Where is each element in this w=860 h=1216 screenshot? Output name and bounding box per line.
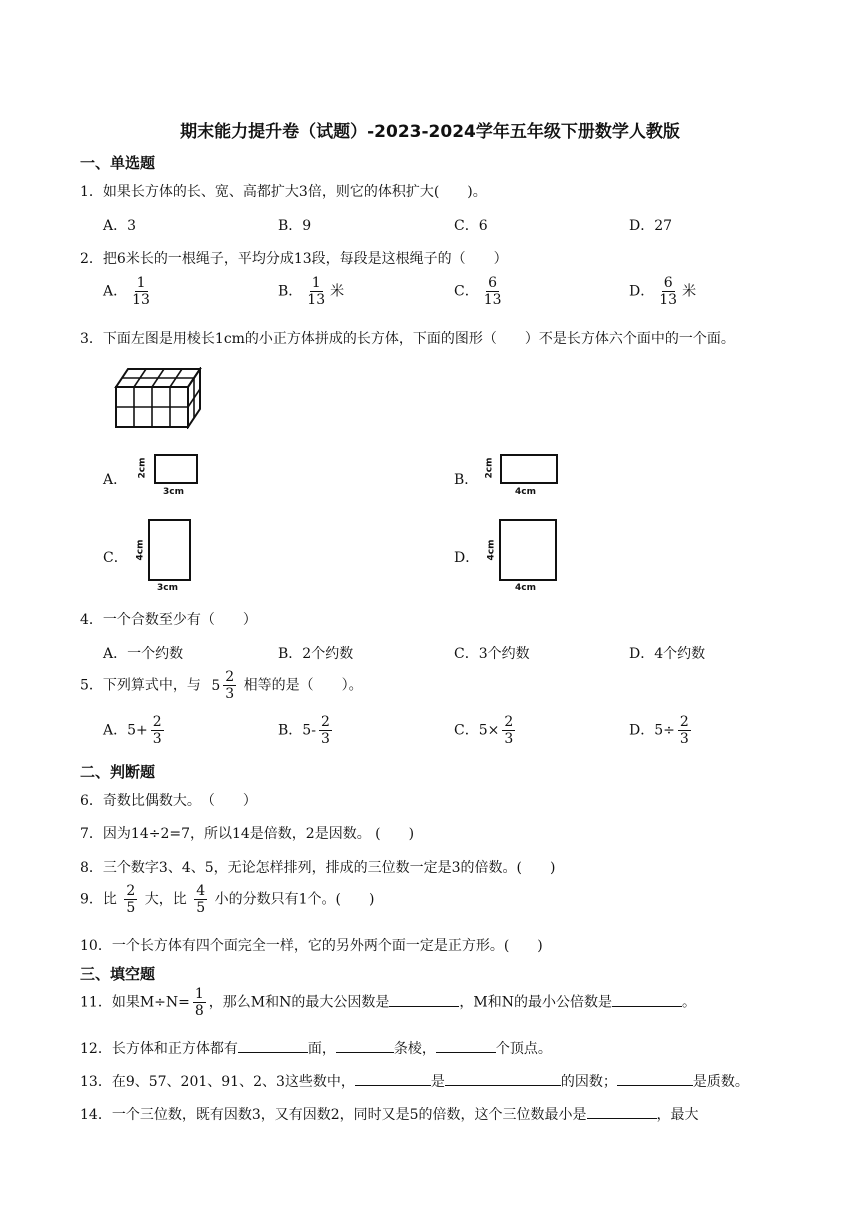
q2-option-d[interactable] bbox=[629, 275, 696, 308]
numerator: 2 bbox=[679, 714, 689, 730]
fraction bbox=[124, 883, 137, 916]
denominator: 5 bbox=[196, 900, 206, 917]
q5-option-d[interactable] bbox=[629, 714, 694, 747]
denominator: 13 bbox=[307, 292, 326, 309]
q3-option-b[interactable]: B． bbox=[454, 472, 479, 488]
answer-blank[interactable] bbox=[238, 1038, 308, 1053]
section-heading-single-choice: 一、单选题 bbox=[80, 154, 156, 172]
q3-figure-b bbox=[484, 452, 564, 500]
q5-option-b[interactable] bbox=[278, 714, 335, 747]
rectangle bbox=[499, 519, 557, 581]
q4-option-c[interactable]: C．3个约数 bbox=[454, 646, 530, 662]
width-label: 4cm bbox=[515, 583, 536, 593]
answer-blank[interactable] bbox=[355, 1071, 431, 1086]
answer-blank[interactable] bbox=[617, 1071, 693, 1086]
numerator: 4 bbox=[196, 883, 206, 899]
numerator: 1 bbox=[311, 275, 321, 291]
question-11 bbox=[80, 986, 696, 1019]
denominator: 13 bbox=[132, 292, 150, 309]
numerator: 1 bbox=[136, 275, 146, 291]
denominator: 13 bbox=[659, 292, 678, 309]
question-9 bbox=[80, 883, 374, 916]
question-1: 1．如果长方体的长、宽、高都扩大3倍，则它的体积扩大( )。 bbox=[80, 184, 487, 200]
q4-option-d[interactable]: D．4个约数 bbox=[629, 646, 706, 662]
height-label: 2cm bbox=[484, 457, 495, 479]
q2-option-c[interactable] bbox=[454, 275, 507, 308]
question-14 bbox=[80, 1104, 699, 1124]
q3-figure-c bbox=[130, 517, 200, 597]
q11-mid: ，那么M和N的最大公因数是 bbox=[208, 994, 390, 1011]
rectangle bbox=[154, 454, 198, 484]
fraction bbox=[223, 669, 236, 702]
q1-option-b[interactable]: B．9 bbox=[278, 218, 312, 234]
width-label: 3cm bbox=[157, 583, 178, 593]
width-label: 3cm bbox=[163, 487, 184, 497]
question-7: 7．因为14÷2=7，所以14是倍数，2是因数。 ( ) bbox=[80, 826, 415, 842]
denominator: 3 bbox=[152, 731, 162, 748]
q5-d-label: D．5÷ bbox=[629, 722, 675, 739]
unit: 米 bbox=[330, 283, 345, 300]
q12-p2: 条棱， bbox=[393, 1041, 436, 1057]
rectangle bbox=[148, 519, 191, 581]
q13-pre: 13．在9、57、201、91、2、3这些数中， bbox=[80, 1074, 355, 1090]
numerator: 2 bbox=[126, 883, 136, 899]
q3-option-a[interactable]: A． bbox=[103, 472, 128, 488]
width-label: 4cm bbox=[515, 487, 536, 497]
q11-mid2: ，M和N的最小公倍数是 bbox=[459, 994, 612, 1011]
q12-p1: 面， bbox=[307, 1041, 336, 1057]
question-4: 4．一个合数至少有（ ） bbox=[80, 612, 257, 628]
numerator: 2 bbox=[225, 669, 235, 685]
q11-post: 。 bbox=[681, 994, 696, 1011]
numerator: 1 bbox=[194, 986, 204, 1002]
q12-pre: 12．长方体和正方体都有 bbox=[80, 1041, 238, 1057]
numerator: 6 bbox=[488, 275, 498, 291]
q1-option-d[interactable]: D．27 bbox=[629, 218, 673, 234]
question-12 bbox=[80, 1038, 552, 1058]
q12-p3: 个顶点。 bbox=[495, 1041, 552, 1057]
numerator: 2 bbox=[504, 714, 514, 730]
q2-d-label: D． bbox=[629, 283, 655, 300]
denominator: 3 bbox=[320, 731, 330, 748]
answer-blank[interactable] bbox=[436, 1038, 496, 1053]
fraction bbox=[657, 275, 679, 308]
answer-blank[interactable] bbox=[612, 992, 682, 1007]
section-heading-fill-blank: 三、填空题 bbox=[80, 965, 156, 983]
q5-a-label: A．5+ bbox=[103, 722, 148, 739]
q11-pre: 11．如果M÷N= bbox=[80, 994, 190, 1011]
q4-option-b[interactable]: B．2个约数 bbox=[278, 646, 354, 662]
mixed-number-whole: 5 bbox=[211, 677, 221, 694]
q9-mid: 大，比 bbox=[144, 891, 187, 908]
q2-b-label: B． bbox=[278, 283, 303, 300]
question-6: 6．奇数比偶数大。 （ ） bbox=[80, 793, 257, 809]
q3-figure-d bbox=[481, 517, 561, 597]
q5-post: 相等的是（ ）。 bbox=[243, 677, 363, 694]
answer-blank[interactable] bbox=[336, 1038, 394, 1053]
q5-pre: 5．下列算式中，与 bbox=[80, 677, 201, 694]
numerator: 2 bbox=[320, 714, 330, 730]
q2-option-a[interactable] bbox=[103, 275, 155, 308]
q2-option-b[interactable] bbox=[278, 275, 344, 308]
q5-c-label: C．5× bbox=[454, 722, 500, 739]
denominator: 5 bbox=[126, 900, 136, 917]
unit: 米 bbox=[682, 283, 697, 300]
denominator: 3 bbox=[504, 731, 514, 748]
q14-pre: 14．一个三位数，既有因数3，又有因数2，同时又是5的倍数，这个三位数最小是 bbox=[80, 1107, 587, 1123]
rectangle bbox=[500, 454, 558, 484]
height-label: 2cm bbox=[137, 457, 148, 479]
denominator: 3 bbox=[679, 731, 689, 748]
numerator: 6 bbox=[663, 275, 673, 291]
cuboid-figure bbox=[106, 367, 202, 429]
fraction bbox=[319, 714, 332, 747]
q4-option-a[interactable]: A．一个约数 bbox=[103, 646, 184, 662]
q2-c-label: C． bbox=[454, 283, 479, 300]
q13-p1: 是 bbox=[430, 1074, 445, 1090]
fraction bbox=[193, 986, 206, 1019]
q1-option-c[interactable]: C．6 bbox=[454, 218, 488, 234]
question-3: 3．下面左图是用棱长1cm的小正方体拼成的长方体，下面的图形（ ）不是长方体六个面中的一个面。 bbox=[80, 331, 735, 347]
q13-p2: 的因数； bbox=[560, 1074, 617, 1090]
denominator: 3 bbox=[225, 686, 235, 703]
fraction bbox=[482, 275, 504, 308]
height-label: 4cm bbox=[486, 539, 497, 561]
fraction bbox=[130, 275, 152, 308]
q9-pre: 9．比 bbox=[80, 891, 117, 908]
fraction bbox=[151, 714, 164, 747]
answer-blank[interactable] bbox=[587, 1104, 657, 1119]
question-5 bbox=[80, 669, 363, 702]
answer-blank[interactable] bbox=[389, 992, 459, 1007]
q5-b-label: B．5- bbox=[278, 722, 316, 739]
question-2: 2．把6米长的一根绳子，平均分成13段，每段是这根绳子的（ ） bbox=[80, 251, 508, 267]
q1-option-a[interactable]: A．3 bbox=[103, 218, 137, 234]
fraction bbox=[305, 275, 327, 308]
q5-option-c[interactable] bbox=[454, 714, 518, 747]
question-13 bbox=[80, 1071, 749, 1091]
q13-p3: 是质数。 bbox=[692, 1074, 749, 1090]
question-8: 8．三个数字3、4、5，无论怎样排列，排成的三位数一定是3的倍数。( ) bbox=[80, 860, 556, 876]
height-label: 4cm bbox=[135, 539, 146, 561]
answer-blank[interactable] bbox=[445, 1071, 561, 1086]
q9-post: 小的分数只有1个。( ) bbox=[214, 891, 375, 908]
question-10: 10．一个长方体有四个面完全一样，它的另外两个面一定是正方形。( ) bbox=[80, 938, 543, 954]
q3-option-c[interactable]: C． bbox=[103, 550, 128, 566]
q5-option-a[interactable] bbox=[103, 714, 167, 747]
fraction bbox=[678, 714, 691, 747]
q3-figure-a bbox=[134, 452, 204, 500]
page-title: 期末能力提升卷（试题）-2023-2024学年五年级下册数学人教版 bbox=[180, 122, 680, 142]
fraction bbox=[502, 714, 515, 747]
denominator: 8 bbox=[194, 1003, 204, 1020]
q3-option-d[interactable]: D． bbox=[454, 550, 480, 566]
denominator: 13 bbox=[483, 292, 502, 309]
numerator: 2 bbox=[152, 714, 162, 730]
q2-a-label: A． bbox=[103, 283, 128, 300]
q14-post: ，最大 bbox=[656, 1107, 699, 1123]
section-heading-true-false: 二、判断题 bbox=[80, 763, 156, 781]
fraction bbox=[194, 883, 207, 916]
